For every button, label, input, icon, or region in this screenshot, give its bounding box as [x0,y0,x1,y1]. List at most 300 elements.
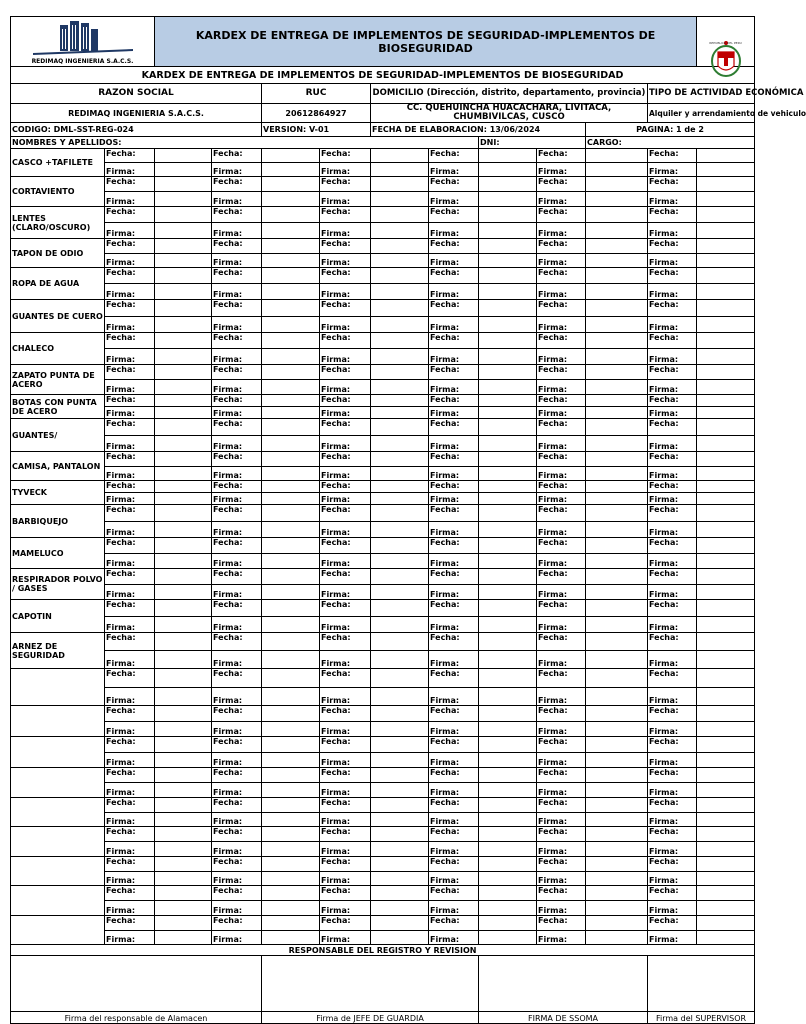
fecha-input[interactable] [371,481,429,493]
firma-input[interactable] [371,651,429,669]
firma-input[interactable] [479,254,537,268]
firma-input[interactable] [155,349,212,365]
firma-input[interactable] [697,349,755,365]
firma-input[interactable] [479,284,537,300]
fecha-input[interactable] [371,569,429,585]
firma-input[interactable] [371,585,429,600]
firma-input[interactable] [586,163,648,177]
firma-input[interactable] [155,842,212,857]
fecha-input[interactable] [697,706,755,722]
fecha-input[interactable] [479,505,537,522]
firma-input[interactable] [371,380,429,395]
fecha-input[interactable] [586,207,648,223]
fecha-input[interactable] [371,207,429,223]
firma-input[interactable] [697,651,755,669]
firma-input[interactable] [155,380,212,395]
firma-input[interactable] [586,192,648,207]
firma-input[interactable] [155,192,212,207]
firma-input[interactable] [262,192,320,207]
fecha-input[interactable] [479,669,537,688]
fecha-input[interactable] [479,768,537,783]
fecha-input[interactable] [586,768,648,783]
firma-input[interactable] [371,842,429,857]
firma-input[interactable] [479,554,537,569]
fecha-input[interactable] [262,333,320,349]
firma-input[interactable] [371,223,429,239]
fecha-input[interactable] [586,538,648,554]
firma-input[interactable] [479,436,537,452]
firma-input[interactable] [479,349,537,365]
fecha-input[interactable] [586,857,648,872]
firma-input[interactable] [586,349,648,365]
firma-input[interactable] [371,722,429,737]
firma-input[interactable] [262,380,320,395]
firma-input[interactable] [697,931,755,945]
fecha-input[interactable] [371,827,429,842]
fecha-input[interactable] [479,706,537,722]
firma-input[interactable] [262,522,320,538]
fecha-input[interactable] [371,268,429,284]
firma-input[interactable] [479,617,537,633]
fecha-input[interactable] [697,600,755,617]
fecha-input[interactable] [697,239,755,254]
firma-input[interactable] [262,493,320,505]
firma-input[interactable] [155,688,212,706]
firma-input[interactable] [262,554,320,569]
fecha-input[interactable] [479,207,537,223]
fecha-input[interactable] [371,177,429,192]
fecha-input[interactable] [697,886,755,901]
firma-input[interactable] [479,901,537,916]
firma-input[interactable] [262,585,320,600]
fecha-input[interactable] [697,333,755,349]
fecha-input[interactable] [586,669,648,688]
firma-input[interactable] [586,688,648,706]
fecha-input[interactable] [262,505,320,522]
fecha-input[interactable] [155,538,212,554]
firma-input[interactable] [155,522,212,538]
fecha-input[interactable] [586,268,648,284]
fecha-input[interactable] [155,300,212,317]
firma-input[interactable] [155,753,212,768]
firma-input[interactable] [586,522,648,538]
firma-input[interactable] [155,931,212,945]
firma-input[interactable] [586,901,648,916]
fecha-input[interactable] [697,177,755,192]
firma-input[interactable] [697,753,755,768]
firma-input[interactable] [586,585,648,600]
firma-input[interactable] [697,872,755,886]
firma-input[interactable] [479,842,537,857]
fecha-input[interactable] [155,149,212,163]
fecha-input[interactable] [155,827,212,842]
firma-input[interactable] [586,254,648,268]
fecha-input[interactable] [262,395,320,407]
firma-input[interactable] [155,554,212,569]
fecha-input[interactable] [371,768,429,783]
fecha-input[interactable] [371,300,429,317]
fecha-input[interactable] [697,827,755,842]
fecha-input[interactable] [697,149,755,163]
fecha-input[interactable] [262,365,320,380]
fecha-input[interactable] [479,419,537,436]
firma-input[interactable] [697,722,755,737]
fecha-input[interactable] [155,857,212,872]
fecha-input[interactable] [479,268,537,284]
fecha-input[interactable] [586,633,648,651]
fecha-input[interactable] [262,857,320,872]
firma-input[interactable] [586,651,648,669]
firma-input[interactable] [155,284,212,300]
firma-input[interactable] [262,223,320,239]
fecha-input[interactable] [586,827,648,842]
fecha-input[interactable] [155,768,212,783]
fecha-input[interactable] [371,633,429,651]
firma-input[interactable] [479,688,537,706]
fecha-input[interactable] [697,452,755,467]
firma-input[interactable] [371,163,429,177]
firma-input[interactable] [371,901,429,916]
fecha-input[interactable] [371,419,429,436]
firma-input[interactable] [371,349,429,365]
fecha-input[interactable] [262,419,320,436]
firma-input[interactable] [586,223,648,239]
fecha-input[interactable] [262,768,320,783]
fecha-input[interactable] [155,452,212,467]
fecha-input[interactable] [371,886,429,901]
fecha-input[interactable] [262,827,320,842]
firma-input[interactable] [697,407,755,419]
firma-input[interactable] [586,317,648,333]
firma-input[interactable] [586,872,648,886]
firma-input[interactable] [586,753,648,768]
firma-input[interactable] [697,192,755,207]
fecha-input[interactable] [155,365,212,380]
firma-input[interactable] [155,901,212,916]
fecha-input[interactable] [262,569,320,585]
fecha-input[interactable] [697,538,755,554]
fecha-input[interactable] [371,669,429,688]
firma-input[interactable] [586,284,648,300]
firma-input[interactable] [155,254,212,268]
firma-input[interactable] [262,254,320,268]
firma-input[interactable] [697,493,755,505]
firma-input[interactable] [371,317,429,333]
fecha-input[interactable] [155,916,212,931]
fecha-input[interactable] [155,207,212,223]
firma-input[interactable] [586,407,648,419]
fecha-input[interactable] [697,505,755,522]
firma-input[interactable] [479,872,537,886]
firma-input[interactable] [479,813,537,827]
firma-input[interactable] [262,783,320,798]
firma-input[interactable] [262,842,320,857]
firma-input[interactable] [262,349,320,365]
fecha-input[interactable] [586,569,648,585]
fecha-input[interactable] [371,706,429,722]
firma-input[interactable] [697,467,755,481]
firma-input[interactable] [479,317,537,333]
fecha-input[interactable] [697,268,755,284]
fecha-input[interactable] [371,600,429,617]
fecha-input[interactable] [371,538,429,554]
fecha-input[interactable] [262,798,320,813]
fecha-input[interactable] [155,569,212,585]
firma-input[interactable] [262,617,320,633]
fecha-input[interactable] [262,239,320,254]
fecha-input[interactable] [479,737,537,753]
fecha-input[interactable] [697,857,755,872]
firma-input[interactable] [262,688,320,706]
fecha-input[interactable] [586,239,648,254]
fecha-input[interactable] [697,300,755,317]
firma-input[interactable] [155,223,212,239]
fecha-input[interactable] [697,207,755,223]
fecha-input[interactable] [586,300,648,317]
fecha-input[interactable] [586,149,648,163]
firma-input[interactable] [697,688,755,706]
fecha-input[interactable] [371,365,429,380]
fecha-input[interactable] [371,452,429,467]
firma-input[interactable] [262,651,320,669]
fecha-input[interactable] [697,633,755,651]
firma-input[interactable] [155,317,212,333]
fecha-input[interactable] [155,481,212,493]
fecha-input[interactable] [586,886,648,901]
firma-input[interactable] [697,554,755,569]
firma-input[interactable] [155,722,212,737]
fecha-input[interactable] [479,827,537,842]
firma-input[interactable] [371,436,429,452]
fecha-input[interactable] [697,365,755,380]
firma-input[interactable] [371,931,429,945]
firma-input[interactable] [479,722,537,737]
firma-input[interactable] [371,493,429,505]
firma-input[interactable] [697,783,755,798]
fecha-input[interactable] [697,481,755,493]
firma-input[interactable] [371,192,429,207]
firma-input[interactable] [371,753,429,768]
fecha-input[interactable] [479,633,537,651]
firma-input[interactable] [586,617,648,633]
fecha-input[interactable] [262,268,320,284]
firma-input[interactable] [371,254,429,268]
firma-input[interactable] [155,407,212,419]
fecha-input[interactable] [479,239,537,254]
signature-box-3[interactable] [479,956,648,1012]
firma-input[interactable] [262,317,320,333]
fecha-input[interactable] [155,706,212,722]
firma-input[interactable] [262,753,320,768]
fecha-input[interactable] [155,669,212,688]
fecha-input[interactable] [479,395,537,407]
fecha-input[interactable] [479,600,537,617]
fecha-input[interactable] [262,452,320,467]
fecha-input[interactable] [155,419,212,436]
firma-input[interactable] [479,651,537,669]
fecha-input[interactable] [586,452,648,467]
fecha-input[interactable] [586,706,648,722]
firma-input[interactable] [479,223,537,239]
fecha-input[interactable] [262,149,320,163]
fecha-input[interactable] [262,706,320,722]
firma-input[interactable] [586,842,648,857]
firma-input[interactable] [697,617,755,633]
fecha-input[interactable] [479,452,537,467]
firma-input[interactable] [586,931,648,945]
fecha-input[interactable] [479,569,537,585]
fecha-input[interactable] [262,633,320,651]
firma-input[interactable] [586,813,648,827]
firma-input[interactable] [371,522,429,538]
firma-input[interactable] [262,163,320,177]
fecha-input[interactable] [479,916,537,931]
firma-input[interactable] [155,813,212,827]
fecha-input[interactable] [697,395,755,407]
fecha-input[interactable] [371,333,429,349]
fecha-input[interactable] [155,395,212,407]
fecha-input[interactable] [697,569,755,585]
fecha-input[interactable] [586,395,648,407]
fecha-input[interactable] [155,737,212,753]
firma-input[interactable] [155,467,212,481]
firma-input[interactable] [155,783,212,798]
fecha-input[interactable] [479,886,537,901]
firma-input[interactable] [262,813,320,827]
fecha-input[interactable] [155,268,212,284]
firma-input[interactable] [697,380,755,395]
fecha-input[interactable] [479,481,537,493]
firma-input[interactable] [262,872,320,886]
firma-input[interactable] [371,284,429,300]
firma-input[interactable] [586,436,648,452]
firma-input[interactable] [371,688,429,706]
fecha-input[interactable] [371,395,429,407]
firma-input[interactable] [479,585,537,600]
firma-input[interactable] [697,254,755,268]
fecha-input[interactable] [697,768,755,783]
fecha-input[interactable] [697,419,755,436]
firma-input[interactable] [586,493,648,505]
fecha-input[interactable] [586,916,648,931]
fecha-input[interactable] [586,505,648,522]
fecha-input[interactable] [262,538,320,554]
firma-input[interactable] [155,651,212,669]
fecha-input[interactable] [479,365,537,380]
fecha-input[interactable] [586,419,648,436]
fecha-input[interactable] [479,333,537,349]
fecha-input[interactable] [155,798,212,813]
fecha-input[interactable] [697,916,755,931]
fecha-input[interactable] [586,177,648,192]
fecha-input[interactable] [262,300,320,317]
firma-input[interactable] [586,380,648,395]
fecha-input[interactable] [697,669,755,688]
firma-input[interactable] [262,407,320,419]
fecha-input[interactable] [371,916,429,931]
firma-input[interactable] [586,783,648,798]
fecha-input[interactable] [371,149,429,163]
fecha-input[interactable] [155,505,212,522]
firma-input[interactable] [697,436,755,452]
firma-input[interactable] [586,722,648,737]
firma-input[interactable] [262,722,320,737]
firma-input[interactable] [371,554,429,569]
fecha-input[interactable] [586,600,648,617]
firma-input[interactable] [155,872,212,886]
fecha-input[interactable] [155,239,212,254]
firma-input[interactable] [697,317,755,333]
firma-input[interactable] [479,753,537,768]
firma-input[interactable] [697,163,755,177]
fecha-input[interactable] [479,857,537,872]
firma-input[interactable] [697,223,755,239]
fecha-input[interactable] [371,239,429,254]
firma-input[interactable] [697,585,755,600]
firma-input[interactable] [697,813,755,827]
fecha-input[interactable] [371,857,429,872]
firma-input[interactable] [262,467,320,481]
firma-input[interactable] [371,813,429,827]
firma-input[interactable] [697,284,755,300]
fecha-input[interactable] [479,300,537,317]
firma-input[interactable] [586,467,648,481]
fecha-input[interactable] [479,149,537,163]
firma-input[interactable] [479,493,537,505]
firma-input[interactable] [155,493,212,505]
fecha-input[interactable] [155,333,212,349]
firma-input[interactable] [479,407,537,419]
fecha-input[interactable] [155,600,212,617]
firma-input[interactable] [371,407,429,419]
firma-input[interactable] [479,163,537,177]
firma-input[interactable] [371,783,429,798]
fecha-input[interactable] [155,177,212,192]
firma-input[interactable] [479,522,537,538]
fecha-input[interactable] [586,365,648,380]
firma-input[interactable] [262,931,320,945]
firma-input[interactable] [371,467,429,481]
fecha-input[interactable] [697,798,755,813]
firma-input[interactable] [262,436,320,452]
fecha-input[interactable] [697,737,755,753]
fecha-input[interactable] [371,737,429,753]
fecha-input[interactable] [262,600,320,617]
fecha-input[interactable] [371,505,429,522]
firma-input[interactable] [479,467,537,481]
firma-input[interactable] [479,192,537,207]
fecha-input[interactable] [262,737,320,753]
fecha-input[interactable] [586,737,648,753]
firma-input[interactable] [371,872,429,886]
signature-box-2[interactable] [262,956,479,1012]
fecha-input[interactable] [479,798,537,813]
fecha-input[interactable] [479,538,537,554]
firma-input[interactable] [262,284,320,300]
fecha-input[interactable] [262,481,320,493]
firma-input[interactable] [371,617,429,633]
signature-box-4[interactable] [648,956,755,1012]
fecha-input[interactable] [262,177,320,192]
firma-input[interactable] [697,522,755,538]
firma-input[interactable] [586,554,648,569]
firma-input[interactable] [262,901,320,916]
fecha-input[interactable] [262,207,320,223]
fecha-input[interactable] [586,481,648,493]
fecha-input[interactable] [586,333,648,349]
fecha-input[interactable] [586,798,648,813]
fecha-input[interactable] [155,633,212,651]
